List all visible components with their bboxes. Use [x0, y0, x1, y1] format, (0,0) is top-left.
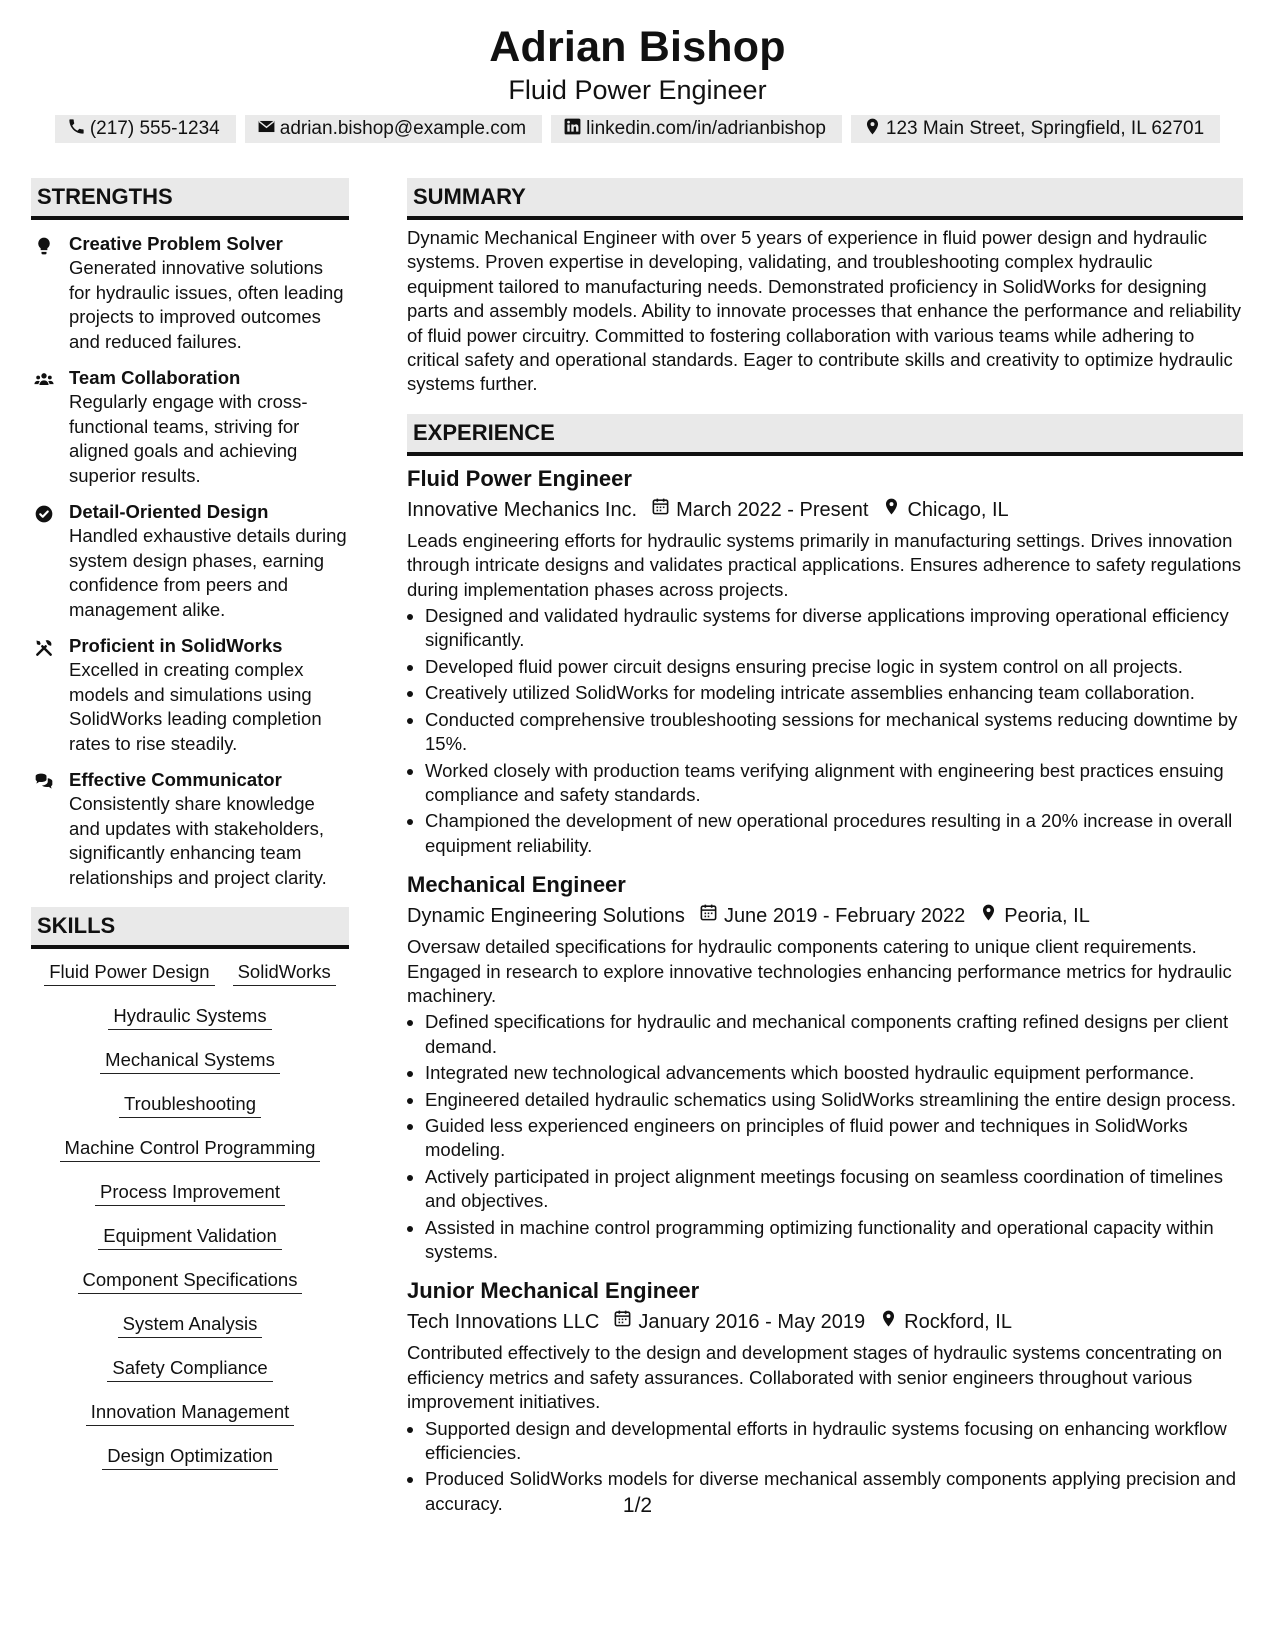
left-column	[31, 178, 349, 1518]
job-bullet: • Championed the development of new operational procedures resulting in a 20% increase in overall equipment reliability.	[425, 809, 1243, 858]
skill-tag: System Analysis	[118, 1311, 263, 1338]
page-number: 1/2	[622, 1494, 653, 1517]
job-bullet: • Assisted in machine control programming optimizing functionality and operational capacity within systems.	[425, 1216, 1243, 1265]
contact-bar	[0, 115, 1275, 143]
location-icon	[865, 1308, 904, 1336]
job-entry	[407, 464, 1243, 858]
job-location: Peoria, IL	[1004, 905, 1090, 928]
strength-title: Detail-Oriented Design	[69, 501, 269, 522]
job-bullet: • Worked closely with production teams verifying alignment with engineering best practices ensuing compliance and safety standards.	[425, 759, 1243, 808]
calendar-icon	[599, 1308, 638, 1336]
job-bullets	[407, 1010, 1243, 1264]
job-location: Chicago, IL	[907, 498, 1009, 521]
job-company: Innovative Mechanics Inc.	[407, 498, 638, 521]
resume-header	[0, 0, 1275, 143]
skill-tag: Fluid Power Design	[44, 959, 214, 986]
skills-heading: SKILLS	[31, 907, 349, 949]
job-description: Contributed effectively to the design and development stages of hydraulic systems concentrating on efficiency metrics and safety assurances. Collaborated with senior engineers throughout various improvement initiatives.	[407, 1342, 1223, 1413]
skill-tag: Equipment Validation	[98, 1223, 281, 1250]
job-bullets	[407, 604, 1243, 858]
check-circle-icon	[31, 500, 57, 622]
skill-tag: Machine Control Programming	[60, 1135, 321, 1162]
strength-item	[31, 366, 349, 488]
strength-title: Team Collaboration	[69, 367, 241, 388]
skill-tag: Hydraulic Systems	[108, 1003, 271, 1030]
skill-tag: Component Specifications	[78, 1267, 303, 1294]
location-icon	[868, 496, 907, 524]
skill-tag: Safety Compliance	[107, 1355, 272, 1382]
strength-item	[31, 634, 349, 756]
strength-text: Excelled in creating complex models and simulations using SolidWorks leading completion rates to rise steadily.	[69, 659, 322, 754]
tools-icon	[31, 634, 57, 756]
job-bullet: • Produced SolidWorks models for diverse mechanical assembly components applying precision and accuracy.	[425, 1467, 1243, 1516]
job-dates: June 2019 - February 2022	[723, 905, 966, 928]
users-icon	[31, 366, 57, 488]
skill-tag: Process Improvement	[95, 1179, 285, 1206]
contact-address	[851, 115, 1220, 143]
strengths-heading: STRENGTHS	[31, 178, 349, 220]
strength-title: Creative Problem Solver	[69, 233, 283, 254]
skill-tag: Mechanical Systems	[100, 1047, 280, 1074]
job-bullet: • Engineered detailed hydraulic schematics using SolidWorks streamlining the entire design process.	[425, 1088, 1243, 1112]
calendar-icon	[637, 496, 676, 524]
strength-text: Consistently share knowledge and updates with stakeholders, significantly enhancing team relationships and project clarity.	[69, 793, 327, 888]
lightbulb-icon	[31, 232, 57, 354]
job-title: Fluid Power Engineer	[407, 465, 632, 491]
phone-icon	[67, 117, 86, 142]
contact-address-text: 123 Main Street, Springfield, IL 62701	[885, 118, 1205, 139]
job-dates: March 2022 - Present	[676, 498, 869, 521]
linkedin-icon	[563, 117, 582, 142]
summary-text: Dynamic Mechanical Engineer with over 5 years of experience in fluid power design and hydraulic systems. Proven expertise in developing, validating, and troubleshooting complex hydraulic equipment tailored to manufacturing needs. Demonstrated proficiency in SolidWorks for designing parts and assembly models. Ability to innovate processes that enhance the performance and reliability of fluid power circuitry. Committed to fostering collaboration with various teams while adhering to critical safety and operational standards. Eager to contribute skills and creativity to optimize hydraulic systems further.	[407, 227, 1241, 395]
job-meta	[407, 902, 1243, 930]
skill-tag: Innovation Management	[86, 1399, 295, 1426]
job-meta	[407, 1308, 1243, 1336]
strength-text: Regularly engage with cross-functional teams, striving for aligned goals and achieving superior results.	[69, 391, 308, 486]
contact-phone-text: (217) 555-1234	[89, 118, 220, 139]
contact-linkedin[interactable]	[551, 115, 842, 143]
calendar-icon	[685, 902, 724, 930]
right-column	[407, 178, 1243, 1518]
summary-heading: SUMMARY	[407, 178, 1243, 220]
job-location: Rockford, IL	[904, 1311, 1012, 1334]
strength-item	[31, 500, 349, 622]
contact-email-text: adrian.bishop@example.com	[279, 118, 527, 139]
email-icon	[257, 117, 276, 142]
job-description: Oversaw detailed specifications for hydraulic components catering to unique client requirements. Engaged in research to explore innovative technologies enhancing performance metrics for hydraulic machinery.	[407, 936, 1232, 1006]
strength-item	[31, 232, 349, 354]
skill-tag: SolidWorks	[233, 959, 336, 986]
job-bullet: • Guided less experienced engineers on principles of fluid power and techniques in SolidWorks modeling.	[425, 1114, 1243, 1163]
job-bullet: • Conducted comprehensive troubleshooting sessions for mechanical systems reducing downtime by 15%.	[425, 708, 1243, 757]
job-bullet: • Developed fluid power circuit designs ensuring precise logic in system control on all projects.	[425, 655, 1243, 679]
job-title: Mechanical Engineer	[407, 872, 626, 898]
job-entry	[407, 1276, 1243, 1516]
job-description: Leads engineering efforts for hydraulic systems primarily in manufacturing settings. Drives innovation through intricate designs and validates practical applications. Ensures adherence to safety regulations during implementation phases across projects.	[407, 529, 1242, 600]
strength-item	[31, 768, 349, 890]
job-bullet: • Actively participated in project alignment meetings focusing on seamless coordination of timelines and objectives.	[425, 1165, 1243, 1214]
strength-text: Handled exhaustive details during system design phases, earning confidence from peers and management alike.	[69, 525, 347, 620]
job-title: Junior Mechanical Engineer	[407, 1278, 700, 1304]
candidate-title: Fluid Power Engineer	[508, 75, 767, 105]
job-dates: January 2016 - May 2019	[638, 1311, 866, 1334]
candidate-name: Adrian Bishop	[489, 23, 786, 71]
job-bullet: • Designed and validated hydraulic systems for diverse applications improving operational efficiency significantly.	[425, 604, 1243, 653]
location-icon	[863, 117, 882, 142]
strength-text: Generated innovative solutions for hydraulic issues, often leading projects to improved outcomes and reduced failures.	[69, 257, 344, 352]
job-bullet: • Supported design and developmental efforts in hydraulic systems focusing on enhancing workflow efficiencies.	[425, 1417, 1243, 1466]
location-icon	[965, 902, 1004, 930]
job-company: Dynamic Engineering Solutions	[407, 905, 685, 928]
contact-phone[interactable]	[55, 115, 236, 143]
strength-title: Proficient in SolidWorks	[69, 635, 283, 656]
skill-tag: Design Optimization	[102, 1443, 278, 1470]
skill-tag: Troubleshooting	[119, 1091, 261, 1118]
contact-linkedin-text: linkedin.com/in/adrianbishop	[586, 118, 826, 139]
job-bullet: • Integrated new technological advancements which boosted hydraulic equipment performance.	[425, 1061, 1243, 1085]
strength-title: Effective Communicator	[69, 769, 282, 790]
job-company: Tech Innovations LLC	[407, 1311, 600, 1334]
job-entry	[407, 870, 1243, 1264]
job-bullet: • Defined specifications for hydraulic and mechanical components crafting refined designs per client demand.	[425, 1010, 1243, 1059]
job-bullet: • Creatively utilized SolidWorks for modeling intricate assemblies enhancing team collaboration.	[425, 681, 1243, 705]
job-meta	[407, 496, 1243, 524]
contact-email[interactable]	[245, 115, 542, 143]
experience-heading: EXPERIENCE	[407, 414, 1243, 456]
skills-list	[31, 959, 349, 1470]
comments-icon	[31, 768, 57, 890]
